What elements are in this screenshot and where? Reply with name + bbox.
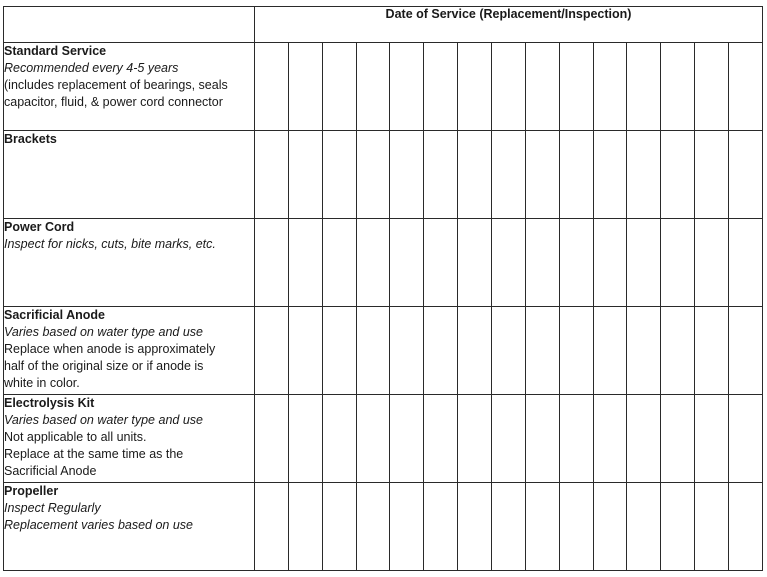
date-entry-cell[interactable] (525, 131, 559, 219)
date-entry-cell[interactable] (695, 483, 729, 571)
service-item-label (4, 43, 255, 131)
date-entry-cell[interactable] (458, 307, 492, 395)
date-entry-cell[interactable] (525, 219, 559, 307)
date-entry-cell[interactable] (492, 131, 526, 219)
date-entry-cell[interactable] (593, 483, 627, 571)
date-entry-cell[interactable] (390, 307, 424, 395)
date-entry-cell[interactable] (322, 483, 356, 571)
date-entry-cell[interactable] (729, 219, 763, 307)
date-entry-cell[interactable] (424, 395, 458, 483)
date-entry-cell[interactable] (458, 131, 492, 219)
date-entry-cell[interactable] (322, 131, 356, 219)
service-item-note: Sacrificial Anode (4, 464, 97, 478)
date-entry-cell[interactable] (559, 219, 593, 307)
service-item-note: (includes replacement of bearings, seals (4, 78, 228, 92)
date-entry-cell[interactable] (322, 43, 356, 131)
date-entry-cell[interactable] (661, 219, 695, 307)
service-item-note: Recommended every 4-5 years (4, 61, 179, 75)
service-item-label (4, 395, 255, 483)
header-corner-cell (4, 7, 255, 43)
date-entry-cell[interactable] (559, 307, 593, 395)
service-item-title: Brackets (4, 132, 57, 146)
date-entry-cell[interactable] (627, 131, 661, 219)
service-item-note: Inspect for nicks, cuts, bite marks, etc. (4, 237, 216, 251)
service-item-note: Replacement varies based on use (4, 518, 194, 532)
date-entry-cell[interactable] (255, 307, 289, 395)
date-entry-cell[interactable] (458, 395, 492, 483)
date-entry-cell[interactable] (525, 43, 559, 131)
date-entry-cell[interactable] (288, 43, 322, 131)
service-item-label (4, 131, 255, 219)
date-entry-cell[interactable] (288, 483, 322, 571)
service-item-label (4, 307, 255, 395)
date-entry-cell[interactable] (627, 483, 661, 571)
date-entry-cell[interactable] (458, 43, 492, 131)
date-entry-cell[interactable] (424, 131, 458, 219)
date-entry-cell[interactable] (458, 219, 492, 307)
date-entry-cell[interactable] (729, 307, 763, 395)
date-entry-cell[interactable] (492, 483, 526, 571)
service-item-label (4, 219, 255, 307)
date-entry-cell[interactable] (593, 219, 627, 307)
date-entry-cell[interactable] (627, 43, 661, 131)
date-entry-cell[interactable] (390, 43, 424, 131)
date-entry-cell[interactable] (661, 483, 695, 571)
date-entry-cell[interactable] (255, 43, 289, 131)
date-entry-cell[interactable] (356, 43, 390, 131)
date-entry-cell[interactable] (525, 483, 559, 571)
date-entry-cell[interactable] (729, 483, 763, 571)
service-item-note: Varies based on water type and use (4, 325, 203, 339)
service-row (4, 219, 763, 307)
date-entry-cell[interactable] (627, 219, 661, 307)
service-item-note: half of the original size or if anode is (4, 359, 204, 373)
service-item-title: Electrolysis Kit (4, 396, 95, 410)
date-entry-cell[interactable] (356, 483, 390, 571)
date-entry-cell[interactable] (390, 219, 424, 307)
date-entry-cell[interactable] (593, 43, 627, 131)
date-entry-cell[interactable] (288, 131, 322, 219)
service-item-title: Sacrificial Anode (4, 308, 105, 322)
date-entry-cell[interactable] (255, 483, 289, 571)
date-entry-cell[interactable] (559, 43, 593, 131)
date-entry-cell[interactable] (390, 131, 424, 219)
date-entry-cell[interactable] (288, 395, 322, 483)
date-entry-cell[interactable] (627, 307, 661, 395)
date-entry-cell[interactable] (424, 307, 458, 395)
date-entry-cell[interactable] (322, 219, 356, 307)
date-entry-cell[interactable] (492, 395, 526, 483)
date-entry-cell[interactable] (424, 219, 458, 307)
date-entry-cell[interactable] (661, 131, 695, 219)
date-entry-cell[interactable] (424, 483, 458, 571)
date-entry-cell[interactable] (356, 395, 390, 483)
service-row (4, 483, 763, 571)
date-entry-cell[interactable] (695, 219, 729, 307)
date-entry-cell[interactable] (356, 307, 390, 395)
date-entry-cell[interactable] (288, 219, 322, 307)
date-of-service-header: Date of Service (Replacement/Inspection) (255, 7, 763, 43)
date-entry-cell[interactable] (729, 131, 763, 219)
service-row (4, 131, 763, 219)
date-entry-cell[interactable] (424, 43, 458, 131)
date-entry-cell[interactable] (559, 483, 593, 571)
date-entry-cell[interactable] (729, 395, 763, 483)
service-item-note: Replace when anode is approximately (4, 342, 216, 356)
service-row (4, 395, 763, 483)
service-item-note: Inspect Regularly (4, 501, 101, 515)
service-item-title: Propeller (4, 484, 59, 498)
service-item-note: Not applicable to all units. (4, 430, 147, 444)
date-entry-cell[interactable] (356, 131, 390, 219)
service-log-table (3, 6, 763, 571)
date-entry-cell[interactable] (356, 219, 390, 307)
date-entry-cell[interactable] (627, 395, 661, 483)
date-entry-cell[interactable] (559, 131, 593, 219)
date-entry-cell[interactable] (255, 395, 289, 483)
date-entry-cell[interactable] (695, 307, 729, 395)
date-entry-cell[interactable] (255, 131, 289, 219)
service-row (4, 43, 763, 131)
date-entry-cell[interactable] (661, 307, 695, 395)
date-entry-cell[interactable] (525, 307, 559, 395)
date-entry-cell[interactable] (255, 219, 289, 307)
date-entry-cell[interactable] (695, 131, 729, 219)
date-entry-cell[interactable] (390, 395, 424, 483)
date-entry-cell[interactable] (695, 43, 729, 131)
service-item-note: Varies based on water type and use (4, 413, 203, 427)
service-item-note: Replace at the same time as the (4, 447, 184, 461)
service-item-note: capacitor, fluid, & power cord connector (4, 95, 223, 109)
date-entry-cell[interactable] (322, 307, 356, 395)
date-entry-cell[interactable] (729, 43, 763, 131)
date-entry-cell[interactable] (492, 307, 526, 395)
date-entry-cell[interactable] (288, 307, 322, 395)
date-entry-cell[interactable] (492, 43, 526, 131)
date-entry-cell[interactable] (458, 483, 492, 571)
service-row (4, 307, 763, 395)
date-entry-cell[interactable] (322, 395, 356, 483)
date-entry-cell[interactable] (661, 395, 695, 483)
date-entry-cell[interactable] (661, 43, 695, 131)
date-entry-cell[interactable] (593, 395, 627, 483)
date-entry-cell[interactable] (593, 307, 627, 395)
date-entry-cell[interactable] (525, 395, 559, 483)
date-entry-cell[interactable] (559, 395, 593, 483)
date-entry-cell[interactable] (695, 395, 729, 483)
service-item-note: white in color. (4, 376, 80, 390)
header-row (4, 7, 763, 43)
date-entry-cell[interactable] (593, 131, 627, 219)
service-item-title: Power Cord (4, 220, 75, 234)
service-item-label (4, 483, 255, 571)
date-entry-cell[interactable] (492, 219, 526, 307)
service-item-title: Standard Service (4, 44, 107, 58)
date-entry-cell[interactable] (390, 483, 424, 571)
